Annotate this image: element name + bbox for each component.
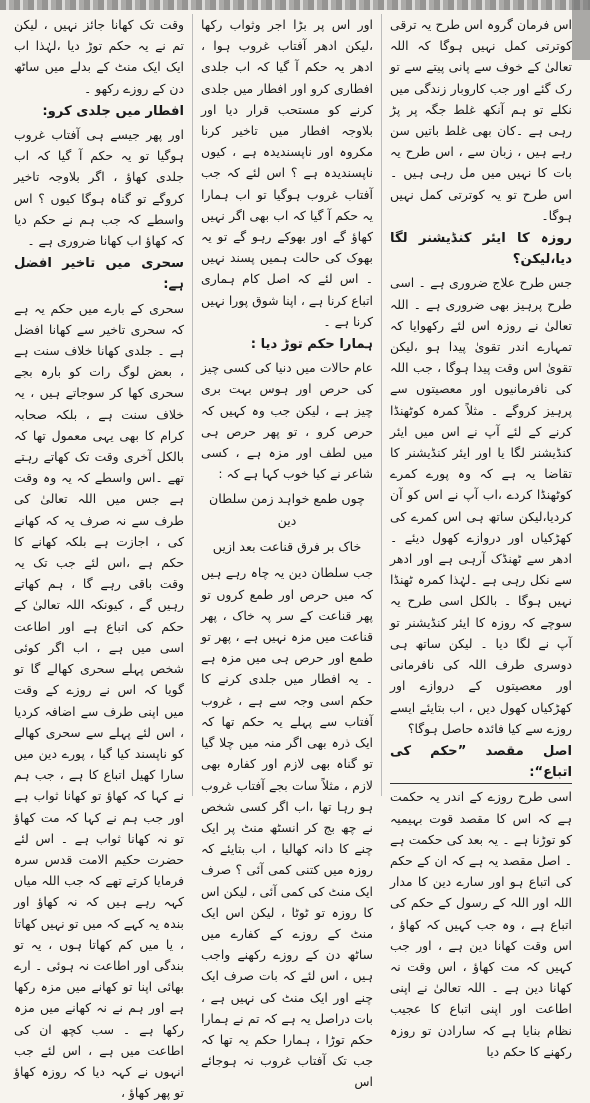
column-right [382,14,580,1059]
paragraph: عام حالات میں دنیا کی کسی چیز کی حرص اور ہوس بہت بری چیز ہے ، لیکن جب وہ کہیں کہ حرص کرو ، تو پھر حرص ہی میں لطف اور مزہ ہے ، کسی شاعر نے کیا خوب کہا ہے کہ : [201,360,373,482]
poetry-verse: چوں طمع خواہد زمن سلطان دین [209,491,365,529]
paragraph: اور اس پر بڑا اجر وثواب رکھا ،لیکن ادھر آفتاب غروب ہوا ، ادھر یہ حکم آ گیا کہ اب جلدی افطاری کرو اور افطار میں جلدی کرنے کو مستحب قرار دیا اور بلاوجہ افطار میں تاخیر کرنا مکروہ اور ناپسندیدہ ہے ، کیوں ناپسندیدہ ہے ؟ اس لئے کہ جب آفتاب غروب ہوگیا تو اب ہمارا یہ حکم آ گیا کہ اب بھی اگر نہیں کھاؤ گے اور بھوکے رہو گے تو یہ بھوک کی حالت ہمیں پسند نہیں ۔ اس لئے کہ اصل کام ہماری اتباع کرنا ہے ، اپنا شوق پورا نہیں کرنا ہے ۔ [201,17,373,329]
section-heading: سحری میں تاخیر افضل ہے: [14,256,184,293]
column-left [6,14,192,1101]
paragraph: اس فرمان گروہ اس طرح یہ ترقی کوترتی کمل نہیں ہوگا کہ اللہ تعالیٰ کے خوف سے پانی پیتے سے تو رک گئے اور جب کاروبار زندگی میں نکلے تو ہم آنکھ غلط جگہ پر پڑ رہی ہے ۔کان بھی غلط باتیں سن رہے ہیں ، زبان سے ، اس طرح یہ بات کا نہیں میں مل رہی ہیں ۔ اس طرح تو یہ کوترتی کمل نہیں ہوگا۔ [390,17,572,223]
section-heading: اصل مقصد ”حکم کی اتباع“: [390,741,572,784]
article-columns [6,14,580,1101]
section-heading: افطار میں جلدی کرو: [42,103,184,119]
paragraph: جب سلطان دین یہ چاہ رہے ہیں کہ میں حرص اور طمع کروں تو پھر قناعت کے سر پہ خاک ، پھر قناعت میں مزہ نہیں ہے ، پھر تو طمع اور حرص ہی میں مزہ ہے ۔ یہ افطار میں جلدی کرنے کا حکم اسی وجہ سے ہے ، غروب آفتاب سے پہلے یہ حکم تھا کہ ایک ذرہ بھی اگر منہ میں چلا گیا تو گناہ بھی لازم اور کفارہ بھی لازم ، مثلاً سات بجے آفتاب غروب ہو رہا تھا ،اب اگر کسی شخص نے چھ بج کر انسٹھ منٹ پر ایک چنے کا دانہ کھالیا ، اب بتایئے کہ روزہ میں کتنی کمی آئی ؟ صرف ایک منٹ کی کمی آئی ، لیکن اس کا روزہ تو ٹوٹا ، لیکن اس ایک منٹ کے روزے کے کفارے میں ساٹھ دن کے روزے رکھنے واجب ہیں ، اس لئے کہ بات صرف ایک چنے اور ایک منٹ کی نہیں ہے ، بات دراصل یہ ہے کہ تم نے ہمارا حکم توڑا ، ہمارا حکم یہ تھا کہ جب تک آفتاب غروب نہ ہوجائے اس [201,565,373,1090]
paragraph: اسی طرح روزے کے اندر یہ حکمت ہے کہ اس کا مقصد قوت بہیمیہ کو توڑنا ہے ۔ یہ بعد کی حکمت ہے ۔ اصل مقصد یہ ہے کہ ان کے حکم کی اتباع ہو اور سارے دین کا مدار اللہ اور اللہ کے رسول کے حکم کی اتباع ہے ، وہ جب کہیں کہ کھاؤ ، اس وقت کھانا دین ہے ، اور جب کہیں کہ مت کھاؤ ، اس وقت نہ کھانا دین ہے ۔ اللہ تعالیٰ نے اپنی اطاعت اور اپنی اتباع کا عجیب نظام بنایا ہے کہ سارادن تو روزہ رکھنے کا حکم دیا [390,789,572,1059]
paragraph: اور پھر جیسے ہی آفتاب غروب ہوگیا تو یہ حکم آ گیا کہ اب جلدی کھاؤ ، اگر بلاوجہ تاخیر کروگے تو گناہ ہوگا کیوں ؟ اس واسطے کہ جب ہم نے حکم دیا کہ کھاؤ اب کھانا ضروری ہے ۔ [14,127,184,249]
section-heading: ہمارا حکم توڑ دیا : [250,337,373,353]
paragraph: جس طرح علاج ضروری ہے ۔ اسی طرح پرہیز بھی ضروری ہے ۔ اللہ تعالیٰ نے روزہ اس لئے رکھوایا کہ تمہارے اندر تقویٰ پیدا ہو ،لیکن تقویٰ اس وقت پیدا ہوگا ، جب اللہ کی نافرمانیوں اور معصیتوں سے پرہیز کروگے ۔ مثلاً کمرہ کوٹھنڈا کرنے کے لئے آپ نے اس میں ایئر کنڈیشنر لگا یا اور ایئر کنڈیشنر کا تقاضا یہ ہے کہ وہ پورے کمرے کوٹھنڈا کردے ،اب آپ نے اس کو آن کردیا،لیکن ساتھ ہی اس کمرے کی کھڑکیاں اور دروازے کھول دیئے ۔ ادھر سے ٹھنڈک آرہی ہے اور ادھر سے نکل رہی ہے ۔لہٰذا کمرہ ٹھنڈا نہیں ہوگا ۔ بالکل اسی طرح یہ سوچے کہ روزہ کا ایئر کنڈیشنر تو آپ نے لگا دیا ۔ لیکن ساتھ ہی دوسری طرف اللہ کی نافرمانی اور معصیتوں کے دروازے اور کھڑکیاں کھول دیں ، اب بتایئے ایسے روزے سے کیا فائدہ حاصل ہوگا؟ [390,275,572,736]
paragraph: سحری کے بارے میں حکم یہ ہے کہ سحری تاخیر سے کھانا افضل ہے ۔ جلدی کھانا خلاف سنت ہے ، بعض لوگ رات کو بارہ بجے سحری کھا کر سوجاتے ہیں ، یہ خلاف سنت ہے ، بلکہ صحابہ کرام کا بھی یہی معمول تھا کہ بالکل آخری وقت تک کھاتے رہتے تھے ۔اس واسطے کہ یہ وہ وقت ہے جس میں اللہ تعالیٰ کی طرف سے نہ صرف یہ کہ کھانے کی ، اجازت ہے بلکہ کھانے کا حکم ہے ،اس لئے جب تک یہ وقت باقی رہے گا ، ہم کھاتے رہیں گے ، کیونکہ اللہ تعالیٰ کے حکم کی اتباع ہے اور اطاعت اسی میں ہے ، اب اگر کوئی شخص پہلے سحری کھالے گا تو گویا کہ اس نے روزے کے وقت میں اپنی طرف سے اضافہ کردیا ، اس لئے پہلے سے سحری کھالے کو ناپسند کیا گیا ، پورے دین میں سارا کھیل اتباع کا ہے ، جب ہم نے کہا کہ کھاؤ تو کھانا ثواب ہے اور جب ہم نے کہا کہ مت کھاؤ تو نہ کھانا ثواب ہے ۔ اس لئے حضرت حکیم الامت قدس سرہ فرمایا کرتے تھے کہ جب اللہ میاں کہہ رہے ہیں کہ نہ کھاؤ اور بندہ یہ کہے کہ میں تو نہیں کھاتا ، یا میں کم کھاتا ہوں ، یہ تو بندگی اور اطاعت نہ ہوئی ۔ ارے بھائی اپنا تو کھانے میں مزہ رکھا ہے اور ہم نے نہ کھانے میں مزہ رکھا ہے ۔ سب کچھ ان کی اطاعت میں ہے ، اس لئے جب انہوں نے کہہ دیا کہ روزہ کھاؤ تو پھر کھاؤ ، [14,300,184,1101]
section-heading: روزہ کا ایئر کنڈیشنر لگا دیا،لیکن؟ [390,231,572,268]
column-middle [192,14,382,1090]
paragraph: وقت تک کھانا جائز نہیں ، لیکن تم نے یہ حکم توڑ دیا ،لہٰذا اب ایک ایک منٹ کے بدلے میں ساٹھ دن کے روزے رکھو ۔ [14,17,184,96]
decorative-top-border [0,0,590,10]
poetry-verse: خاک بر فرق قناعت بعد ازیں [212,539,362,555]
